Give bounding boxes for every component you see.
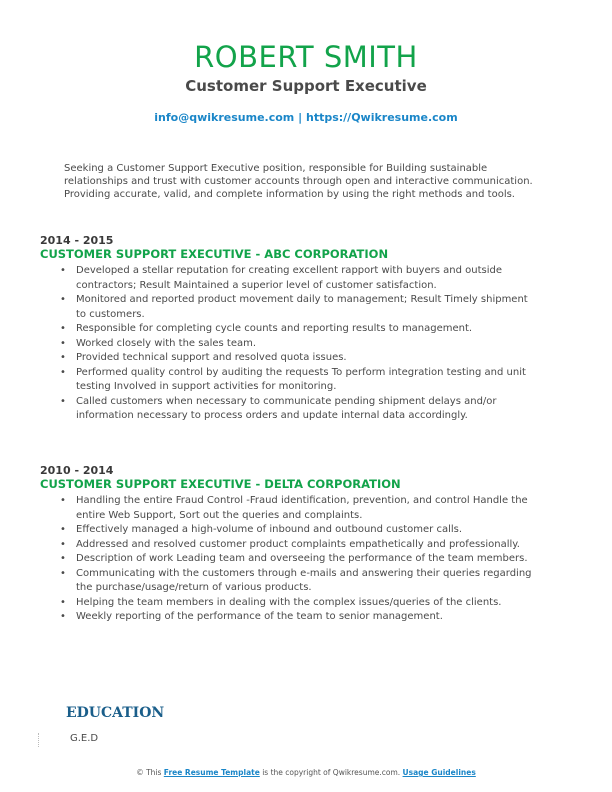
education-divider	[38, 733, 39, 747]
website-link[interactable]: https://Qwikresume.com	[305, 111, 458, 124]
email-link[interactable]: info@qwikresume.com	[154, 111, 295, 124]
bullet-icon: •	[60, 337, 66, 349]
bullet-icon: •	[60, 395, 66, 407]
bullet-icon: •	[60, 553, 66, 564]
bullet-icon: •	[60, 524, 66, 535]
contact-separator: |	[298, 111, 303, 124]
job-title: CUSTOMER SUPPORT EXECUTIVE - ABC CORPORATION	[40, 247, 389, 261]
summary-paragraph: Seeking a Customer Support Executive position, responsible for Building sustainable relationships and trust with customer accounts through open and interactive communication. Providing accurate, valid, and complete information by using the right methods and tools.	[64, 163, 533, 200]
free-resume-template-link[interactable]: Free Resume Template	[163, 768, 260, 777]
education-item: G.E.D	[70, 733, 99, 744]
footer-copyright-text: is the copyright of Qwikresume.com.	[262, 768, 401, 777]
job-bullet: • Called customers when necessary to communicate pending shipment delays and/or information necessary to process orders and update internal data accordingly.	[60, 395, 497, 421]
usage-guidelines-link[interactable]: Usage Guidelines	[402, 768, 476, 777]
job-bullet: • Helping the team members in dealing with the complex issues/queries of the clients.	[40, 596, 540, 611]
job-bullet: • Communicating with the customers through e-mails and answering their queries regarding the purchase/usage/return of various products.	[60, 567, 532, 593]
experience-entry	[40, 234, 540, 424]
job-bullet: • Handling the entire Fraud Control -Fraud identification, prevention, and control Handle the entire Web Support, Sort out the queries and complaints.	[60, 495, 528, 521]
bullet-icon: •	[60, 352, 66, 363]
bullet-icon: •	[60, 611, 66, 622]
job-bullet: • Monitored and reported product movement daily to management; Result Timely shipment to customers.	[60, 294, 528, 320]
bullet-icon: •	[60, 294, 66, 305]
job-bullet: • Worked closely with the sales team.	[40, 337, 540, 352]
job-bullet: • Provided technical support and resolved quota issues.	[40, 351, 540, 366]
job-bullet-list	[40, 494, 540, 625]
job-title: CUSTOMER SUPPORT EXECUTIVE - DELTA CORPORATION	[40, 477, 401, 491]
job-bullet: • Effectively managed a high-volume of inbound and outbound customer calls.	[40, 523, 540, 538]
bullet-icon: •	[60, 567, 66, 579]
job-bullet: • Weekly reporting of the performance of the team to senior management.	[40, 610, 540, 625]
job-dates: 2014 - 2015	[40, 234, 114, 247]
job-bullet-list	[40, 264, 540, 424]
experience-entry	[40, 464, 540, 625]
bullet-icon: •	[60, 265, 66, 276]
job-bullet: • Addressed and resolved customer product complaints empathetically and professionally.	[40, 538, 540, 553]
bullet-icon: •	[60, 495, 66, 506]
bullet-icon: •	[60, 323, 66, 334]
job-dates: 2010 - 2014	[40, 464, 114, 477]
footer-prefix: © This	[136, 768, 162, 777]
footer	[0, 768, 612, 777]
bullet-icon: •	[60, 538, 66, 550]
bullet-icon: •	[60, 366, 66, 378]
candidate-name: ROBERT SMITH	[194, 40, 418, 74]
job-bullet: • Responsible for completing cycle counts and reporting results to management.	[40, 322, 540, 337]
job-bullet: • Description of work Leading team and overseeing the performance of the team members.	[40, 552, 540, 567]
job-bullet: • Performed quality control by auditing the requests To perform integration testing and unit testing Involved in support activities for monitoring.	[60, 366, 526, 392]
bullet-icon: •	[60, 596, 66, 608]
job-bullet: • Developed a stellar reputation for creating excellent rapport with buyers and outside contractors; Result Maintained a superior level of customer satisfaction.	[60, 265, 502, 291]
education-heading: EDUCATION	[66, 705, 165, 721]
contact-line	[0, 110, 612, 126]
candidate-role: Customer Support Executive	[185, 77, 427, 95]
